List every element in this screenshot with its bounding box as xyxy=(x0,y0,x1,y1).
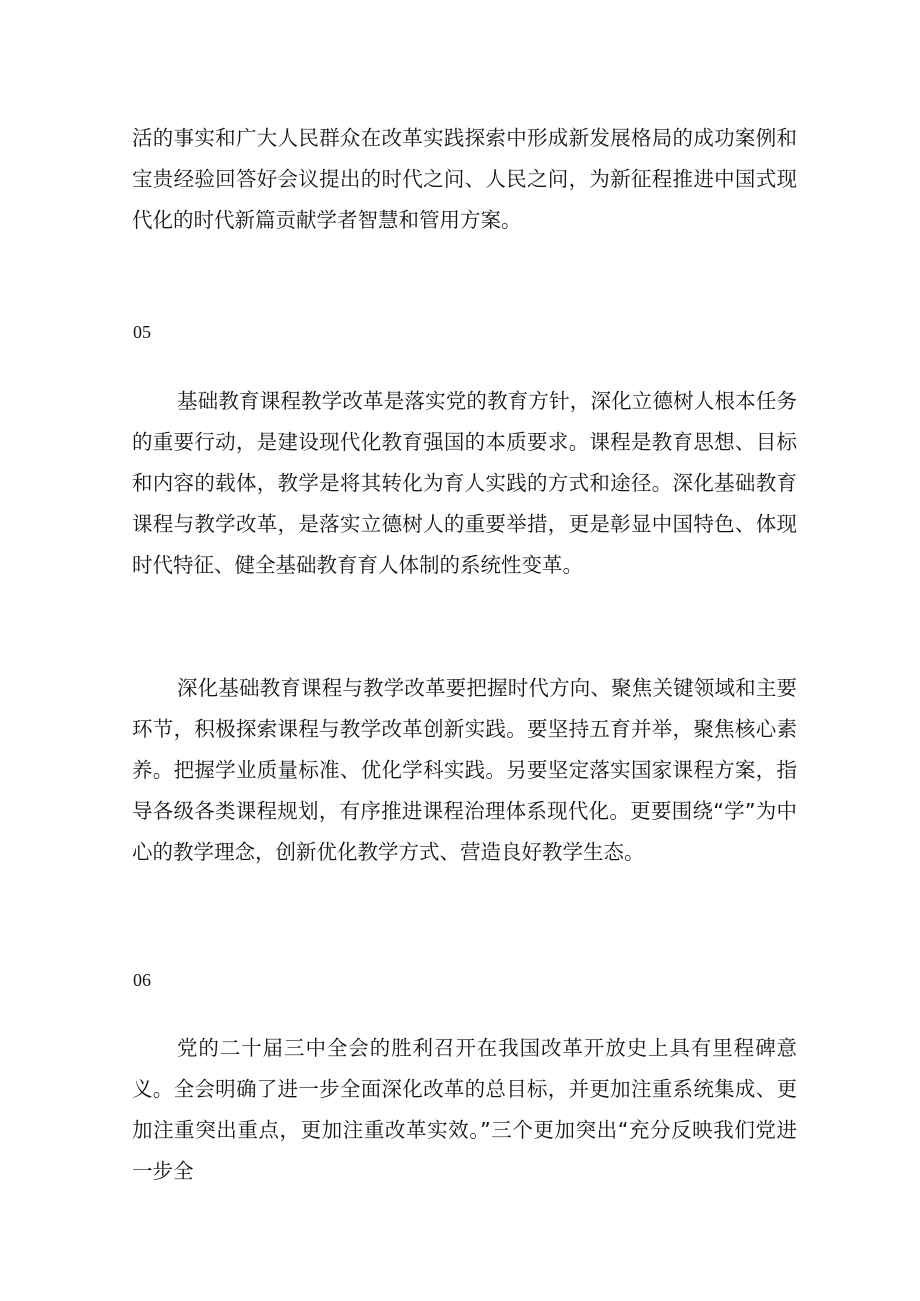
section-number: 06 xyxy=(133,970,151,990)
paragraph: 深化基础教育课程与教学改革要把握时代方向、聚焦关键领域和主要环节，积极探索课程与教学改革创新实践。要坚持五育并举，聚焦核心素养。把握学业质量标准、优化学科实践。另要坚定落实国家课程方案，指导各级各类课程规划，有序推进课程治理体系现代化。更要围绕“学”为中心的教学理念，创新优化教学方式、营造良好教学生态。 xyxy=(132,676,797,864)
section-number: 05 xyxy=(133,322,151,342)
paragraph: 活的事实和广大人民群众在改革实践探索中形成新发展格局的成功案例和宝贵经验回答好会议提出的时代之问、人民之问，为新征程推进中国式现代化的时代新篇贡献学者智慧和管用方案。 xyxy=(132,126,797,232)
paragraph: 基础教育课程教学改革是落实党的教育方针，深化立德树人根本任务的重要行动，是建设现代化教育强国的本质要求。课程是教育思想、目标和内容的载体，教学是将其转化为育人实践的方式和途径。深化基础教育课程与教学改革，是落实立德树人的重要举措，更是彰显中国特色、体现时代特征、健全基础教育育人体制的系统性变革。 xyxy=(132,389,797,577)
paragraph: 党的二十届三中全会的胜利召开在我国改革开放史上具有里程碑意义。全会明确了进一步全面深化改革的总目标，并更加注重系统集成、更加注重突出重点，更加注重改革实效。”三个更加突出“充分反映我们党进一步全 xyxy=(132,1036,797,1183)
